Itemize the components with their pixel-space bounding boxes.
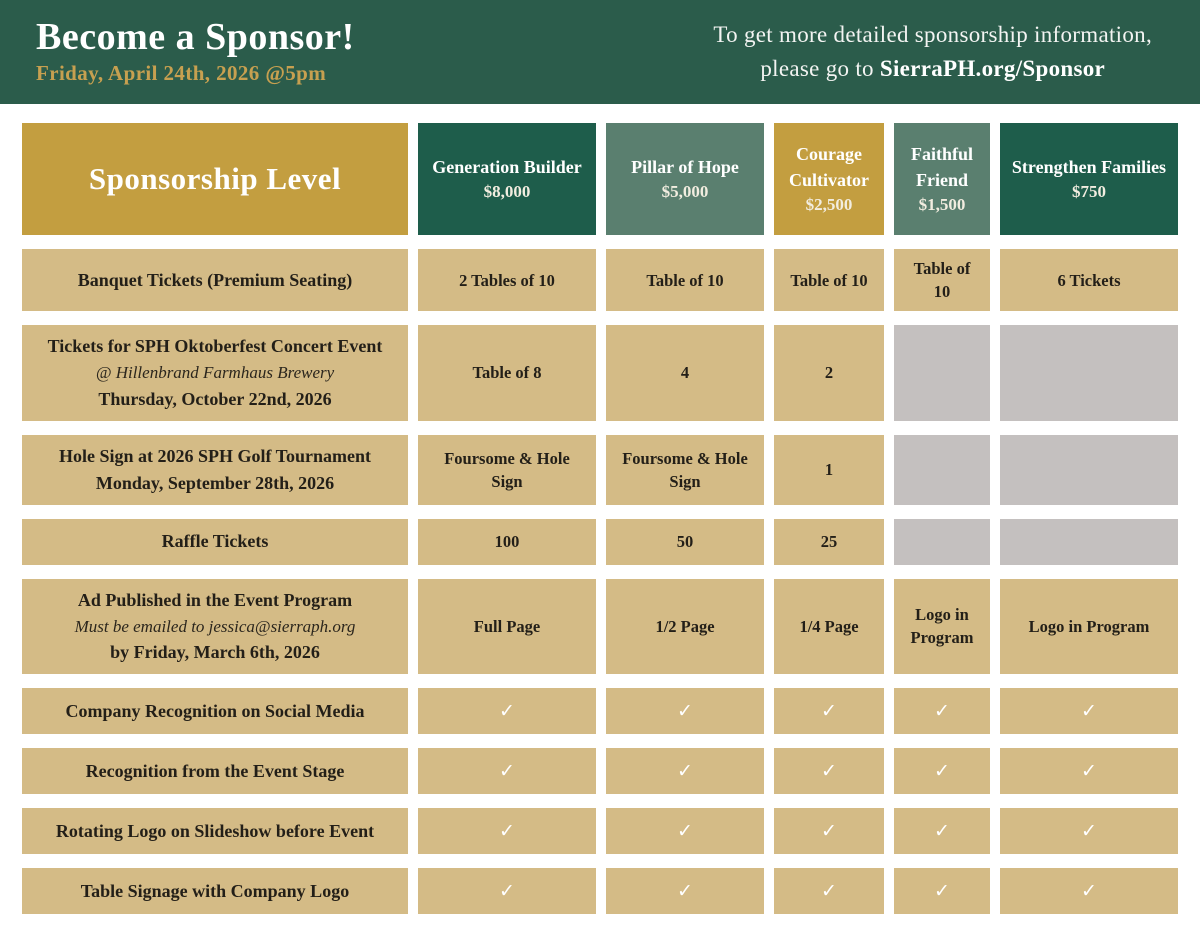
check-icon: ✓ bbox=[934, 820, 950, 842]
check-icon: ✓ bbox=[821, 820, 837, 842]
value-text: 4 bbox=[680, 363, 690, 383]
value-cell bbox=[418, 519, 596, 565]
value-text: 1/2 Page bbox=[655, 616, 715, 636]
value-cell bbox=[1000, 688, 1178, 734]
value-text: Full Page bbox=[473, 616, 541, 636]
check-icon: ✓ bbox=[934, 760, 950, 782]
sponsor-info-line2 bbox=[713, 52, 1152, 87]
check-icon: ✓ bbox=[677, 820, 693, 842]
value-text: 25 bbox=[820, 532, 838, 552]
row-label bbox=[22, 249, 408, 311]
value-cell bbox=[606, 435, 764, 505]
column-price: $1,500 bbox=[918, 194, 966, 214]
column-name: Faithful Friend bbox=[910, 143, 973, 190]
value-cell bbox=[774, 868, 884, 914]
row-label-line: Rotating Logo on Slideshow before Event bbox=[55, 820, 375, 841]
value-text: Table of 8 bbox=[472, 363, 542, 383]
value-text: Foursome & Hole Sign bbox=[444, 448, 570, 491]
check-icon: ✓ bbox=[499, 700, 515, 722]
value-cell bbox=[418, 249, 596, 311]
value-cell bbox=[774, 325, 884, 421]
column-price: $5,000 bbox=[661, 181, 709, 201]
check-icon: ✓ bbox=[677, 700, 693, 722]
value-cell bbox=[774, 249, 884, 311]
corner-label: Sponsorship Level bbox=[88, 161, 342, 196]
value-cell bbox=[774, 688, 884, 734]
row-label-line: Company Recognition on Social Media bbox=[65, 700, 365, 721]
value-cell bbox=[1000, 868, 1178, 914]
row-label bbox=[22, 688, 408, 734]
column-price: $2,500 bbox=[805, 194, 853, 214]
value-cell bbox=[894, 808, 990, 854]
value-cell bbox=[418, 579, 596, 675]
row-label-line: Hole Sign at 2026 SPH Golf Tournament bbox=[58, 445, 372, 466]
sponsor-info-line1: To get more detailed sponsorship information, bbox=[713, 21, 1152, 47]
value-cell bbox=[606, 519, 764, 565]
value-cell bbox=[606, 249, 764, 311]
value-text: Foursome & Hole Sign bbox=[622, 448, 748, 491]
row-label-line: Must be emailed to jessica@sierraph.org bbox=[74, 616, 356, 636]
value-text: 2 bbox=[824, 363, 834, 383]
row-label-line: Raffle Tickets bbox=[161, 531, 269, 552]
row-label bbox=[22, 748, 408, 794]
check-icon: ✓ bbox=[1081, 880, 1097, 902]
check-icon: ✓ bbox=[821, 880, 837, 902]
column-name: Generation Builder bbox=[432, 156, 582, 177]
corner-cell bbox=[22, 123, 408, 235]
value-cell bbox=[1000, 579, 1178, 675]
column-name: Pillar of Hope bbox=[631, 156, 739, 177]
value-cell bbox=[894, 748, 990, 794]
empty-cell bbox=[894, 435, 990, 505]
value-text: 6 Tickets bbox=[1057, 270, 1121, 290]
value-cell bbox=[774, 435, 884, 505]
value-text: Table of 10 bbox=[913, 259, 971, 302]
value-cell bbox=[418, 808, 596, 854]
sponsor-info bbox=[713, 18, 1152, 87]
row-label bbox=[22, 579, 408, 675]
empty-cell bbox=[1000, 519, 1178, 565]
value-cell bbox=[606, 579, 764, 675]
page-title: Become a Sponsor! bbox=[36, 15, 355, 58]
row-label-line: Monday, September 28th, 2026 bbox=[95, 472, 335, 493]
value-cell bbox=[418, 868, 596, 914]
check-icon: ✓ bbox=[499, 820, 515, 842]
value-cell bbox=[606, 688, 764, 734]
check-icon: ✓ bbox=[499, 880, 515, 902]
value-text: Logo in Program bbox=[1028, 616, 1150, 636]
row-label-line: Ad Published in the Event Program bbox=[77, 589, 353, 610]
row-label-line: Tickets for SPH Oktoberfest Concert Event bbox=[47, 336, 383, 357]
column-price: $750 bbox=[1072, 181, 1106, 201]
row-label bbox=[22, 519, 408, 565]
column-name: Strengthen Families bbox=[1011, 156, 1167, 177]
value-cell bbox=[1000, 748, 1178, 794]
value-cell bbox=[774, 579, 884, 675]
check-icon: ✓ bbox=[821, 760, 837, 782]
value-cell bbox=[418, 688, 596, 734]
value-text: Table of 10 bbox=[646, 270, 724, 290]
value-text: 1/4 Page bbox=[799, 616, 859, 636]
value-cell bbox=[774, 748, 884, 794]
banner-left bbox=[36, 15, 355, 87]
check-icon: ✓ bbox=[821, 700, 837, 722]
check-icon: ✓ bbox=[1081, 700, 1097, 722]
column-header-1 bbox=[418, 123, 596, 235]
value-cell bbox=[418, 325, 596, 421]
check-icon: ✓ bbox=[1081, 760, 1097, 782]
value-cell bbox=[894, 249, 990, 311]
value-cell bbox=[1000, 808, 1178, 854]
value-cell bbox=[894, 579, 990, 675]
check-icon: ✓ bbox=[934, 700, 950, 722]
row-label bbox=[22, 325, 408, 421]
empty-cell bbox=[894, 325, 990, 421]
event-date: Friday, April 24th, 2026 @5pm bbox=[36, 61, 327, 86]
value-text: 2 Tables of 10 bbox=[459, 270, 555, 290]
value-cell bbox=[606, 868, 764, 914]
value-cell bbox=[418, 435, 596, 505]
row-label bbox=[22, 868, 408, 914]
value-text: 100 bbox=[494, 532, 520, 552]
row-label-line: Table Signage with Company Logo bbox=[80, 880, 350, 901]
header-banner bbox=[0, 0, 1200, 104]
check-icon: ✓ bbox=[1081, 820, 1097, 842]
row-label-line: Recognition from the Event Stage bbox=[85, 760, 345, 781]
value-cell bbox=[606, 748, 764, 794]
value-cell bbox=[606, 325, 764, 421]
row-label-line: Thursday, October 22nd, 2026 bbox=[98, 388, 332, 409]
value-cell bbox=[894, 688, 990, 734]
row-label-line: by Friday, March 6th, 2026 bbox=[110, 642, 320, 663]
row-label-line: Banquet Tickets (Premium Seating) bbox=[77, 269, 353, 290]
check-icon: ✓ bbox=[677, 760, 693, 782]
empty-cell bbox=[1000, 435, 1178, 505]
check-icon: ✓ bbox=[677, 880, 693, 902]
column-header-5 bbox=[1000, 123, 1178, 235]
column-name: Courage Cultivator bbox=[789, 143, 869, 190]
sponsorship-table bbox=[22, 123, 1178, 914]
empty-cell bbox=[1000, 325, 1178, 421]
sponsor-url: SierraPH.org/Sponsor bbox=[879, 56, 1106, 81]
column-header-4 bbox=[894, 123, 990, 235]
value-text: 1 bbox=[824, 460, 834, 480]
value-cell bbox=[418, 748, 596, 794]
check-icon: ✓ bbox=[499, 760, 515, 782]
row-label bbox=[22, 435, 408, 505]
value-text: Logo in Program bbox=[910, 605, 974, 648]
check-icon: ✓ bbox=[934, 880, 950, 902]
column-header-3 bbox=[774, 123, 884, 235]
sponsor-info-line2-prefix: please go to bbox=[760, 56, 880, 81]
row-label-line: @ Hillenbrand Farmhaus Brewery bbox=[95, 363, 335, 383]
value-cell bbox=[1000, 249, 1178, 311]
column-price: $8,000 bbox=[483, 181, 531, 201]
value-text: 50 bbox=[676, 532, 694, 552]
value-cell bbox=[774, 808, 884, 854]
row-label bbox=[22, 808, 408, 854]
value-cell bbox=[894, 868, 990, 914]
value-cell bbox=[606, 808, 764, 854]
value-cell bbox=[774, 519, 884, 565]
column-header-2 bbox=[606, 123, 764, 235]
empty-cell bbox=[894, 519, 990, 565]
value-text: Table of 10 bbox=[790, 270, 868, 290]
